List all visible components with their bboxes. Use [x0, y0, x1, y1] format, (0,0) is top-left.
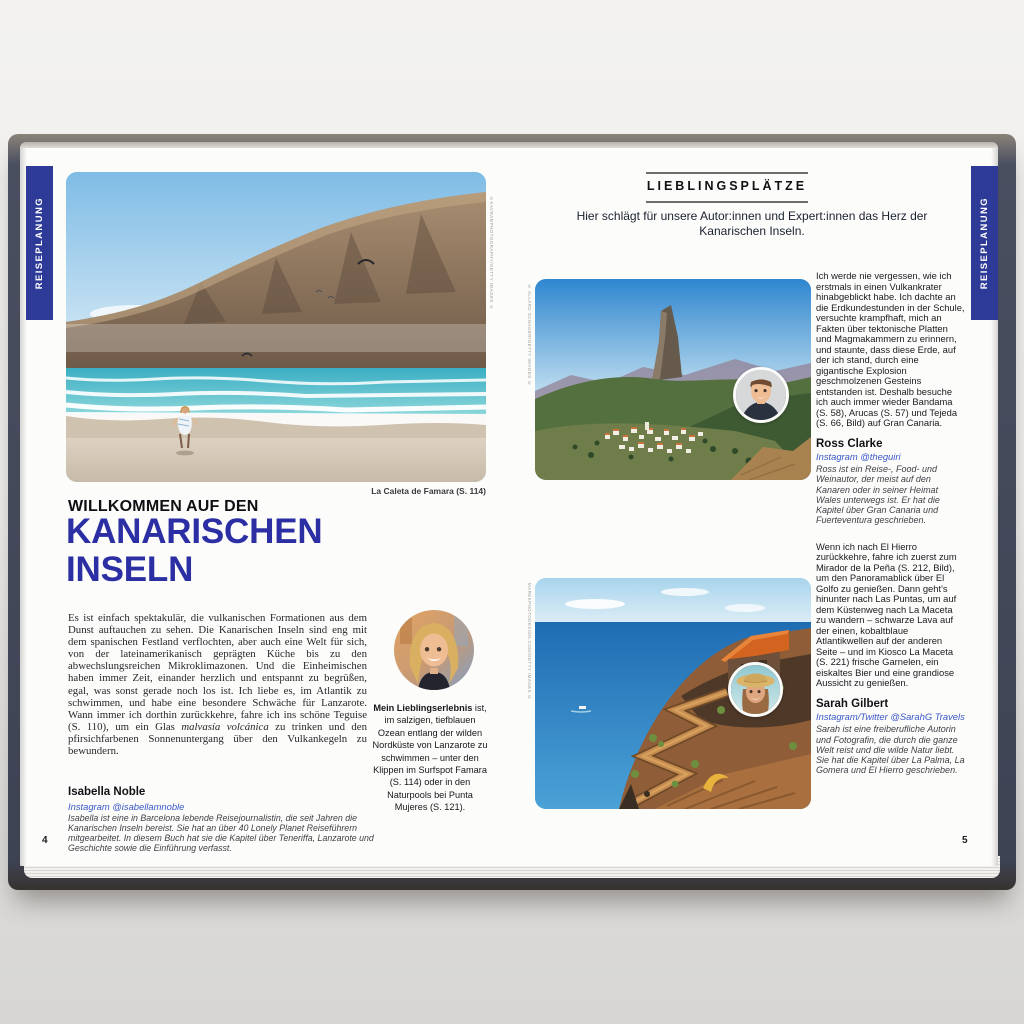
famara-beach-illustration	[66, 172, 486, 482]
sarah-portrait-illustration	[731, 665, 780, 714]
photo1-credit: © ALLARD SCHAGER/GETTY IMAGES ©	[527, 284, 532, 386]
contributor1-paragraph: Ich werde nie vergessen, wie ich erstmals in einen Vulkankrater hinabgeblickt habe. Ich dachte an die Erdkundestunden in der Schule, versuchte krampfhaft, mich an Fakten über tektonische Platten und Magmakammern zu erinnern, und staunte, dass diese Erde, auf der ich stand, durch eine gigantische Explosion geschmolzenen Gesteins entstanden ist. Deshalb besuche ich auch immer wieder Bandama (S. 58), Arucas (S. 57) und Tejeda (S. 66, Bild) auf Gran Canaria.	[816, 270, 965, 428]
photo2-credit: MAREKPHOTODESIGN.COM/GETTY IMAGES ©	[527, 583, 532, 701]
favorite-experience-note	[370, 702, 490, 814]
chapter-tab-right	[971, 166, 998, 320]
author-bio: Isabella ist eine in Barcelona lebende Reisejournalistin, die seit Jahren die Kanarischen Inseln bereist. Sie hat an über 40 Lonely Planet Reiseführern mitgearbeitet. In diesem Buch hat sie die Kapitel über Teneriffa, Lanzarote und Geschichte sowie die Einführung verfasst.	[68, 813, 374, 853]
favorite-text: ist, im salzigen, tiefblauen Ozean entlang der wilden Nordküste von Lanzarote zu schwimmen – unter den Klippen im Surfspot Famara (S. 114) oder in den Naturpools bei Punta Mujeres (S. 121).	[372, 703, 488, 813]
hero-photo-caption: La Caleta de Famara (S. 114)	[371, 486, 486, 496]
favorite-lead: Mein Lieblingserlebnis	[373, 703, 473, 713]
contributor2-paragraph: Wenn ich nach El Hierro zurückkehre, fahre ich zuerst zum Mirador de la Peña (S. 212, Bild), um den Panoramablick über El Golfo zu genießen. Dann geht's hinunter nach Las Puntas, um auf dem Küstenweg nach La Maceta zu wandern – schwarze Lava auf der einen, kobaltblaue Atlantikwellen auf der anderen Seite – und im Kiosco La Maceta (S. 221) frische Garnelen, ein eiskaltes Bier und eine grandiose Aussicht zu genießen.	[816, 540, 957, 689]
header-rule-bottom	[646, 201, 808, 203]
hero-photo-famara-beach	[66, 172, 486, 482]
intro-text-part1: Es ist einfach spektakulär, die vulkanischen Formationen aus dem Dunst auftauchen zu sehen. Die Kanarischen Inseln sind eng mit dem spanischen Festland verflochten, aber auch eine Welt für sich, von der lateinamerikanisch geprägten Küche bis zu den abwechslungsreichen Mikroklimazonen. Und die Einheimischen haben immer Zeit, einander herzlich und entspannt zu begrüßen, egal, was sonst gerade noch los ist. Ich liebe es, im Atlantik zu schwimmen, und habe eine besondere Schwäche für Lanzarote. Wann immer ich dorthin zurückkehre, fahre ich ins schöne Teguise (S. 110), um ein Glas	[68, 612, 367, 733]
page-title-line1: KANARISCHEN	[66, 512, 323, 551]
contributor2-handle: Instagram/Twitter @SarahG Travels	[816, 710, 965, 722]
ross-portrait-illustration	[736, 370, 786, 420]
contributor1-bio: Ross ist ein Reise-, Food- und Weinautor, der meist auf den Kanaren oder in seiner Heimat Wales unterwegs ist. Er hat die Kapitel über Gran Canaria und Fuerteventura geschrieben.	[816, 464, 940, 526]
kicker-heading: WILLKOMMEN AUF DEN	[68, 498, 259, 515]
author-name: Isabella Noble	[68, 786, 146, 798]
author-portrait-isabella	[394, 610, 474, 690]
contributor2-name: Sarah Gilbert	[816, 697, 889, 710]
section-subtitle: Hier schlägt für unsere Autor:innen und Expert:innen das Herz der Kanarischen Inseln.	[576, 209, 928, 238]
hero-photo-credit: ©KAVRAMPHOTOGRAPHY/GETTY IMAGES ©	[489, 196, 494, 311]
section-header: LIEBLINGSPLÄTZE	[646, 179, 808, 193]
intro-paragraph	[68, 612, 367, 757]
page-number-left: 4	[42, 835, 48, 846]
author-portrait-sarah	[728, 662, 783, 717]
photo-mirador-el-hierro	[535, 578, 811, 809]
header-rule-top	[646, 172, 808, 174]
page-number-right: 5	[962, 835, 968, 846]
author-instagram-handle: Instagram @isabellamnoble	[68, 801, 185, 812]
contributor1-name: Ross Clarke	[816, 437, 883, 450]
chapter-tab-right-label: REISEPLANUNG	[979, 196, 990, 290]
chapter-tab-left	[26, 166, 53, 320]
chapter-tab-left-label: REISEPLANUNG	[34, 196, 45, 290]
contributor1-handle: Instagram @theguiri	[816, 450, 901, 462]
isabella-portrait-illustration	[394, 610, 474, 690]
intro-text-part2: zu trinken und den pfirsichfarbenen Sonnenuntergang über den Vulkankegeln zu bewundern.	[68, 720, 367, 758]
page-title	[66, 513, 322, 589]
contributor2-bio: Sarah ist eine freiberufliche Autorin und Fotografin, die durch die ganze Welt reist und die wilde Natur liebt. Sie hat die Kapitel über La Palma, La Gomera und El Hierro geschrieben.	[816, 724, 965, 776]
author-portrait-ross	[733, 367, 789, 423]
contributors-column	[816, 271, 965, 776]
page-title-line2: INSELN	[66, 550, 194, 589]
intro-text-italic: malvasía volcánica	[181, 720, 269, 733]
photo-tejeda-gran-canaria	[535, 279, 811, 480]
